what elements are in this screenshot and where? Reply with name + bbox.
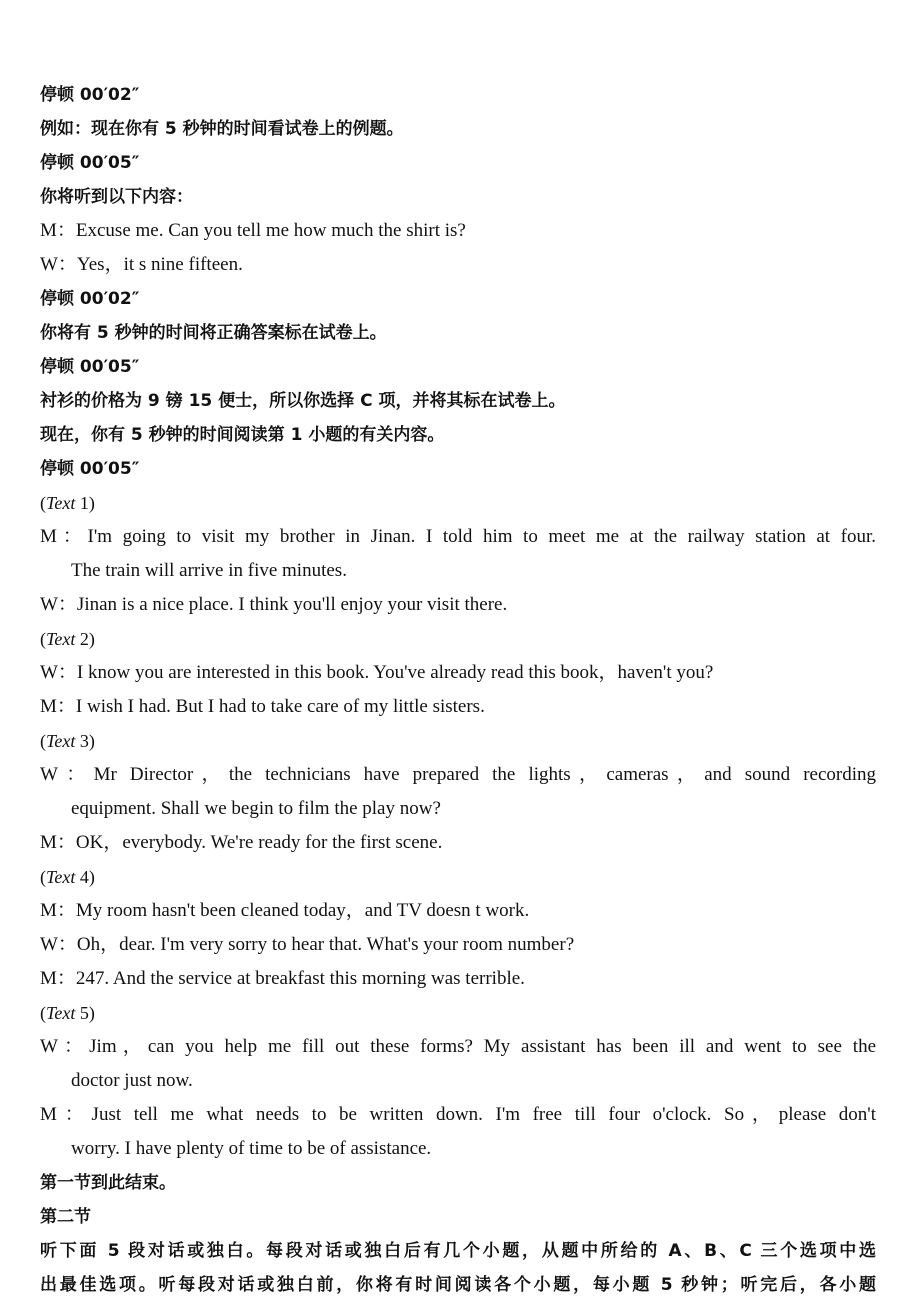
dialogue-line: M：My room hasn't been cleaned today，and TV doesn t work.	[40, 900, 530, 921]
dialogue-line: W：I know you are interested in this book. You've already read this book，haven't you?	[40, 662, 714, 683]
dialogue-line: W：Jim，can you help me fill out these forms? My assistant has been ill and went to see the	[40, 1036, 876, 1057]
dialogue-turn	[40, 928, 876, 962]
read-instruction: 现在，你有 5 秒钟的时间阅读第 1 小题的有关内容。	[40, 425, 445, 445]
example-dialogue-w: W：Yes，it s nine fifteen.	[40, 254, 243, 275]
pause-line: 停顿 00′05″	[40, 153, 140, 173]
pause-line: 停顿 00′02″	[40, 289, 140, 309]
section-instructions-line: 听下面 5 段对话或独白。每段对话或独白后有几个小题，从题中所给的 A、B、C 三个选项中选	[40, 1241, 876, 1261]
dialogue-line: M：I'm going to visit my brother in Jinan. I told him to meet me at the railway station at four.	[40, 526, 876, 547]
example-explanation: 衬衫的价格为 9 镑 15 便士，所以你选择 C 项，并将其标在试卷上。	[40, 391, 566, 411]
dialogue-turn	[40, 758, 876, 826]
dialogue-turn	[40, 690, 876, 724]
answer-instruction: 你将有 5 秒钟的时间将正确答案标在试卷上。	[40, 323, 387, 343]
dialogue-continuation: doctor just now.	[71, 1070, 193, 1091]
dialogue-turn	[40, 894, 876, 928]
text-label: (Text 2)	[40, 629, 95, 649]
dialogue-turn	[40, 1098, 876, 1166]
dialogue-turn	[40, 826, 876, 860]
dialogue-continuation: The train will arrive in five minutes.	[71, 560, 347, 581]
text-label: (Text 5)	[40, 1003, 95, 1023]
section-title: 第二节	[40, 1207, 91, 1227]
text-label: (Text 4)	[40, 867, 95, 887]
dialogue-continuation: equipment. Shall we begin to film the play now?	[71, 798, 441, 819]
example-dialogue-m: M：Excuse me. Can you tell me how much the shirt is?	[40, 220, 466, 241]
dialogue-turn	[40, 1030, 876, 1098]
pause-line: 停顿 00′05″	[40, 459, 140, 479]
dialogue-line: M：I wish I had. But I had to take care of my little sisters.	[40, 696, 485, 717]
dialogue-continuation: worry. I have plenty of time to be of assistance.	[71, 1138, 432, 1159]
text-label: (Text 3)	[40, 731, 95, 751]
pause-line: 停顿 00′02″	[40, 85, 140, 105]
dialogue-line: W：Oh，dear. I'm very sorry to hear that. What's your room number?	[40, 934, 575, 955]
listen-intro: 你将听到以下内容：	[40, 187, 193, 207]
example-instruction: 例如：现在你有 5 秒钟的时间看试卷上的例题。	[40, 119, 404, 139]
dialogue-line: W：Jinan is a nice place. I think you'll enjoy your visit there.	[40, 594, 508, 615]
text-label: (Text 1)	[40, 493, 95, 513]
dialogue-turn	[40, 520, 876, 588]
dialogue-line: W：Mr Director，the technicians have prepared the lights，cameras，and sound recording	[40, 764, 876, 785]
dialogue-turn	[40, 656, 876, 690]
dialogue-line: M：OK，everybody. We're ready for the first scene.	[40, 832, 443, 853]
pause-line: 停顿 00′05″	[40, 357, 140, 377]
dialogue-line: M：247. And the service at breakfast this morning was terrible.	[40, 968, 525, 989]
dialogue-turn	[40, 588, 876, 622]
section-instructions-line: 出最佳选项。听每段对话或独白前，你将有时间阅读各个小题，每小题 5 秒钟；听完后，各小题	[40, 1275, 876, 1295]
dialogue-line: M：Just tell me what needs to be written down. I'm free till four o'clock. So，please don't	[40, 1104, 876, 1125]
section-end: 第一节到此结束。	[40, 1173, 176, 1193]
dialogue-turn	[40, 962, 876, 996]
